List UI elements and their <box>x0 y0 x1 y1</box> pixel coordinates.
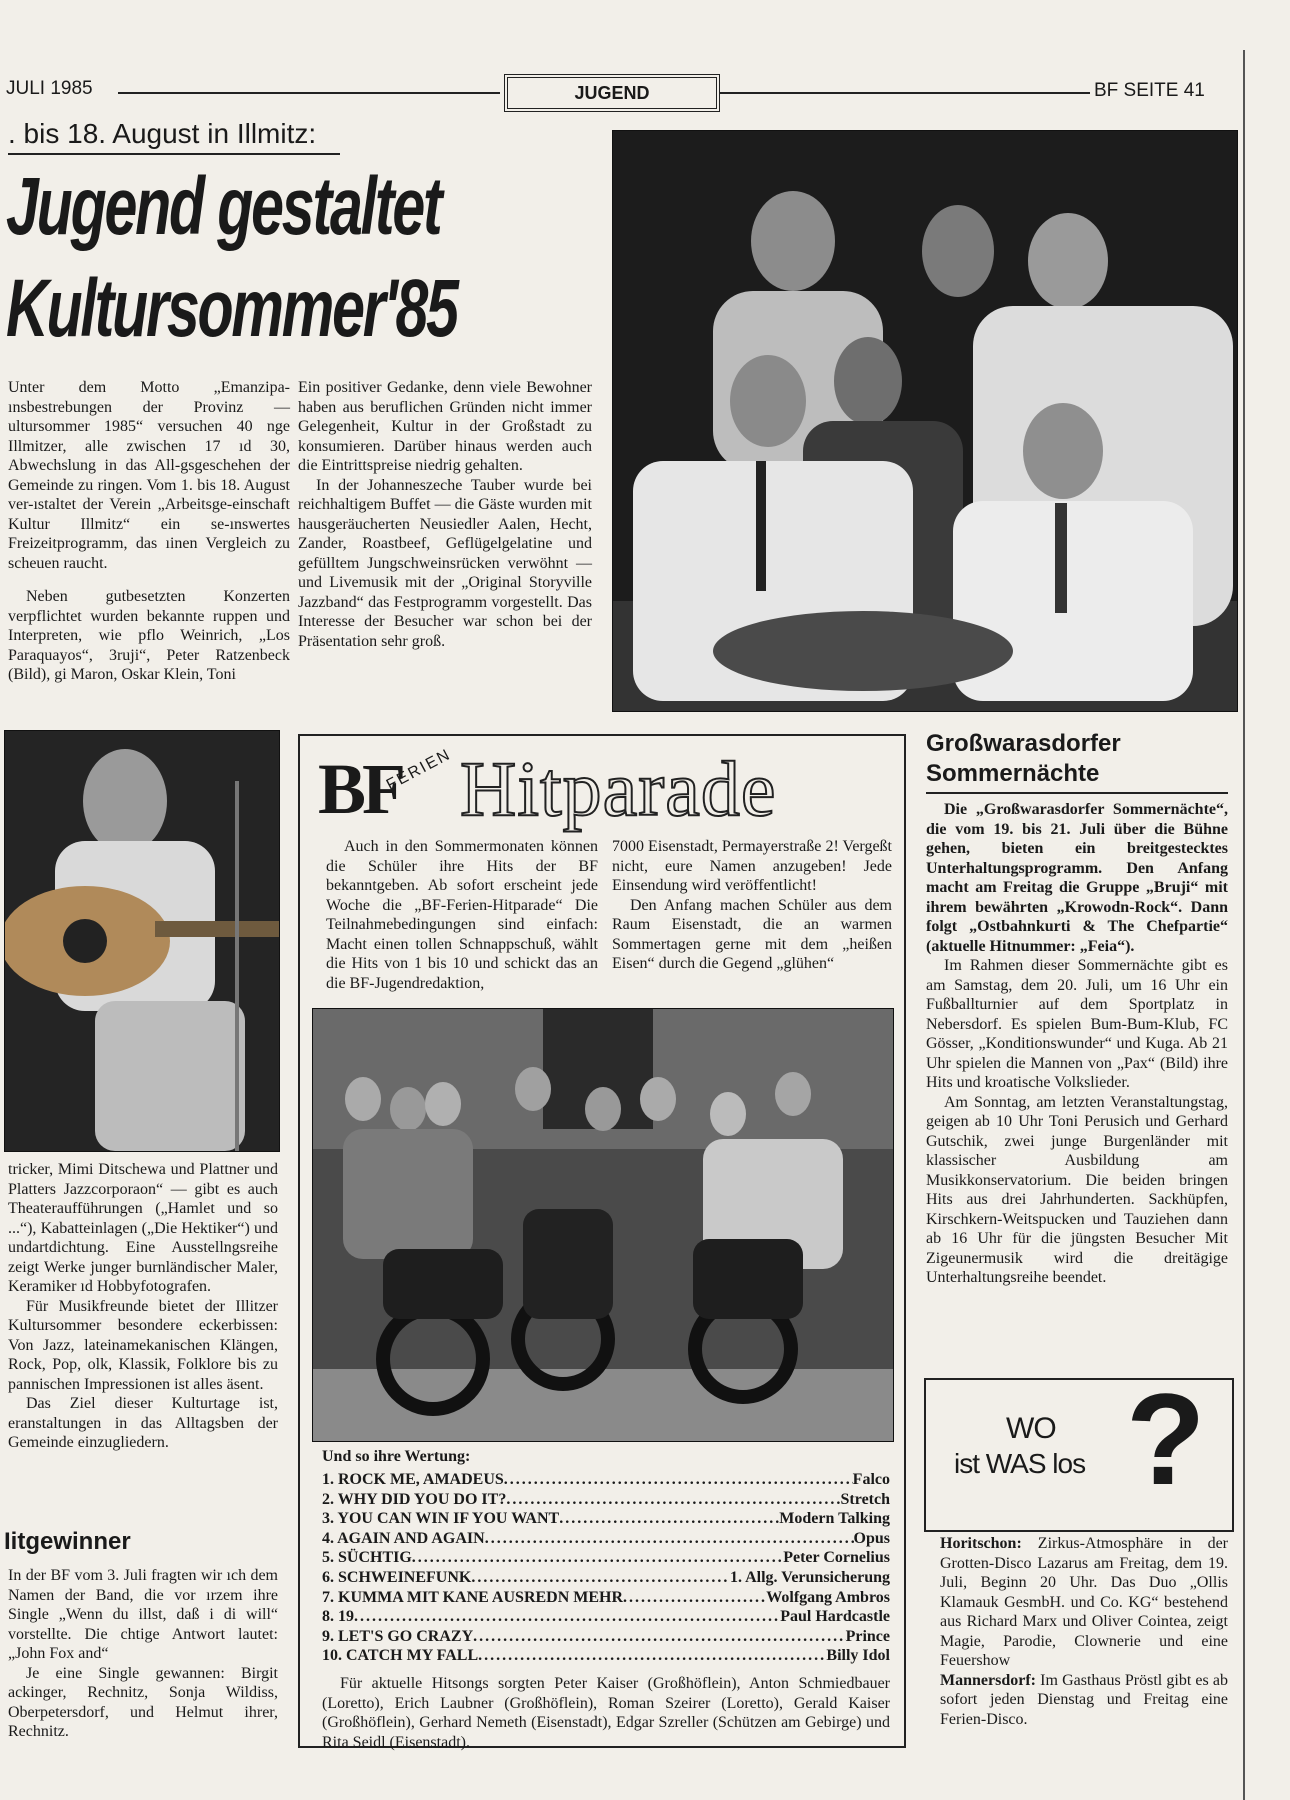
headline-line-1: Jugend gestaltet <box>6 161 441 252</box>
question-mark: ? <box>1126 1366 1206 1512</box>
hitlist-artist: Wolfgang Ambros <box>766 1588 890 1606</box>
hitlist-dots <box>412 1548 783 1568</box>
article-paragraph: Für Musikfreunde bietet der Illitzer Kultursommer besondere eckerbissen: Von Jazz, lateinamekanischen Klängen, Rock, Pop, olk, Klassik, Folklore bis zu pannischen Impressionen ist alles äsent. <box>8 1297 278 1393</box>
grosswarasdorf-title-1: Großwarasdorfer <box>926 730 1121 757</box>
hitlist-entry <box>322 1509 890 1529</box>
article-paragraph: Das Ziel dieser Kulturtage ist, eranstaltungen in das Alltagsben der Gemeinde einzugliedern. <box>8 1395 278 1451</box>
hitlist-dots <box>623 1588 766 1608</box>
event-entry <box>940 1671 1228 1730</box>
hitparade-intro-right <box>612 837 892 974</box>
hitlist-title: 1. ROCK ME, AMADEUS <box>322 1471 504 1488</box>
hitlist-artist: Paul Hardcastle <box>780 1608 890 1626</box>
grosswarasdorf-paragraph: Am Sonntag, am letzten Veranstaltungstag, geigen ab 10 Uhr Toni Perusich und Gerhard Gutschik, zwei junge Burgenländer mit klassischer Ausbildung am Musikkonservatorium. Die beiden bringen Hits aus drei Jahrhunderten. Sackhüpfen, Kirschkern-Weitspucken und Tauziehen dann ab 16 Uhr für die jüngsten Besucher Mit Zigeunermusik wird die dreitägige Unterhaltungsreihe beendet. <box>926 1093 1228 1286</box>
hitlist-dots <box>471 1568 730 1588</box>
hitlist-title: 8. 19 <box>322 1608 354 1626</box>
section-label: JUGEND <box>504 74 720 112</box>
hitparade-logo <box>318 744 898 834</box>
hitlist-entry <box>322 1470 890 1490</box>
hitlist-artist: Falco <box>852 1471 890 1488</box>
event-entry <box>940 1534 1228 1671</box>
hitparade-footer: Für aktuelle Hitsongs sorgten Peter Kaiser (Großhöflein), Anton Schmiedbauer (Loretto), Erich Laubner (Großhöflein), Roman Szeirer (Loretto), Gerald Kaiser (Großhöflein), Gerhard Nemeth (Eisenstadt), Edgar Szreller (Schützen am Gebirge) und Rita Seidl (Eisenstadt). <box>322 1675 890 1751</box>
grosswarasdorf-title-2: Sommernächte <box>926 760 1100 787</box>
hitlist-dots <box>473 1627 845 1647</box>
hitlist-artist: Prince <box>845 1627 890 1645</box>
hitlist-entry <box>322 1607 890 1627</box>
mitgewinner-text <box>8 1566 278 1742</box>
header-rule-right <box>718 92 1090 94</box>
hitlist-artist: Stretch <box>840 1490 890 1508</box>
hitlist-entry <box>322 1568 890 1588</box>
hitlist-dots <box>559 1509 779 1529</box>
hitparade-logo-bf: BF <box>318 749 403 829</box>
hitlist-entry <box>322 1529 890 1549</box>
hitlist-dots <box>485 1529 854 1549</box>
hitlist-title: 3. YOU CAN WIN IF YOU WANT <box>322 1510 560 1528</box>
page-number: BF SEITE 41 <box>1094 80 1205 101</box>
group-photo-illustration <box>613 131 1237 711</box>
article-paragraph: Ein positiver Gedanke, denn viele Bewohner haben aus beruflichen Gründen nicht immer Gelegenheit, Kultur in der Großstadt zu konsumieren. Darüber hinaus werden auch die Eintrittspreise niedrig gehalten. <box>298 379 592 474</box>
hitlist-entry <box>322 1627 890 1647</box>
wo-label: WO <box>1006 1412 1056 1445</box>
hitlist-artist: Peter Cornelius <box>783 1549 890 1567</box>
hitlist-artist: Opus <box>853 1529 890 1547</box>
hitlist-artist: 1. Allg. Verunsicherung <box>729 1568 890 1586</box>
hitlist-entry <box>322 1490 890 1510</box>
event-text: Im Gasthaus Pröstl gibt es ab sofort jeden Dienstag und Freitag eine Ferien-Disco. <box>940 1671 1228 1728</box>
grosswarasdorf-paragraph: Im Rahmen dieser Sommernächte gibt es am Samstag, dem 20. Juli, um 16 Uhr ein Fußballturnier auf dem Sportplatz in Nebersdorf. Es spielen Bum-Bum-Klub, FC Gösser, „Konditionswunder“ und Kuga. Ab 21 Uhr spielen die Mannen von „Pax“ (Bild) ihre Hits und kroatische Volkslieder. <box>926 957 1228 1091</box>
hitlist-dots <box>354 1607 780 1627</box>
event-place: Horitschon: <box>940 1535 1022 1552</box>
hitparade-intro-left <box>326 837 598 993</box>
article-kicker: . bis 18. August in Illmitz: <box>8 118 317 149</box>
hitparade-intro-paragraph: 7000 Eisenstadt, Permayerstraße 2! Vergeßt nicht, eure Namen anzugeben! Jede Einsendung wird veröffentlicht! <box>612 838 892 894</box>
event-place: Mannersdorf: <box>940 1671 1036 1689</box>
motorbike-photo <box>312 1008 894 1442</box>
article-column-1-continued <box>8 1160 278 1453</box>
header-rule-left <box>118 92 500 94</box>
headline-line-2: Kultursommer'85 <box>6 263 457 354</box>
hitlist-title: 2. WHY DID YOU DO IT? <box>322 1490 507 1508</box>
hitlist-entry <box>322 1646 890 1666</box>
guitarist-illustration <box>5 731 279 1151</box>
hitparade-logo-ferien: FERIEN <box>383 745 455 795</box>
hitlist-title: 10. CATCH MY FALL <box>322 1647 479 1665</box>
grosswarasdorf-text <box>926 800 1228 1288</box>
motorbike-illustration <box>313 1009 893 1441</box>
hitparade-logo-hitparade: Hitparade <box>460 745 777 832</box>
issue-date: JULI 1985 <box>6 78 93 99</box>
wo-ist-was-los-text <box>940 1534 1228 1729</box>
kicker-rule <box>8 153 340 155</box>
hitlist-heading: Und so ihre Wertung: <box>322 1448 471 1465</box>
hitlist-title: 4. AGAIN AND AGAIN <box>322 1529 485 1547</box>
wo-ist-was-los-box <box>924 1366 1234 1532</box>
hitlist-artist: Modern Talking <box>779 1510 890 1528</box>
mitgewinner-paragraph: In der BF vom 3. Juli fragten wir ıch dem Namen der Band, die vor ırzem ihre Single „Wenn du illst, daß i di will“ vorstellte. Die chtige Antwort lautet: „John Fox and“ <box>8 1567 278 1662</box>
hitlist-title: 5. SÜCHTIG <box>322 1549 412 1567</box>
hitlist-dots <box>478 1646 826 1666</box>
guitarist-photo <box>4 730 280 1152</box>
hitlist-dots <box>506 1490 840 1510</box>
grosswarasdorf-rule <box>926 792 1228 794</box>
hitlist-entry <box>322 1548 890 1568</box>
article-paragraph: Neben gutbesetzten Konzerten verpflichtet wurden bekannte ruppen und Interpreten, wie pflo Weinrich, „Los Paraquayos“, 3ruji“, Peter Ratzenbeck (Bild), gi Maron, Oskar Klein, Toni <box>8 588 290 683</box>
hitlist <box>322 1470 890 1666</box>
hitlist-dots <box>504 1470 853 1490</box>
mitgewinner-title: Iitgewinner <box>4 1528 131 1555</box>
ist-was-los-label: ist WAS los <box>954 1448 1086 1479</box>
article-column-2 <box>298 378 592 651</box>
article-paragraph: Unter dem Motto „Emanzipa-ınsbestrebungen der Provinz — ultursommer 1985“ versuchen 40 nge Illmitzer, alle zwischen 17 ıd 30, Abwechslung in das All-gsgeschehen der Gemeinde zu ringen. Vom 1. bis 18. August ver-ıstaltet der Verein „Arbeitsge-einschaft Kultur Illmitz“ ein se-ınswertes Freizeitprogramm, das ıinen Vergleich zu scheuen raucht. <box>8 379 290 572</box>
article-paragraph: In der Johanneszeche Tauber wurde bei reichhaltigem Buffet — die Gäste wurden mit hausgeräucherten Neusiedler Aalen, Hecht, Zander, Roastbeef, Geflügelgelatine und gefülltem Jungschweinsrücken verwöhnt — und Livemusik mit der „Original Storyville Jazzband“ das Festprogramm vorgestellt. Das Interesse der Besucher war schon bei der Präsentation sehr groß. <box>298 476 592 650</box>
event-text: Zirkus-Atmosphäre in der Grotten-Disco Lazarus am Freitag, dem 19. Juli, Beginn 20 Uhr. Das Duo „Ollis Klamauk GesmbH. und Co. KG“ bestehend aus Richard Marx und Oliver Cointea, zeigt Magie, Parodie, Clownerie und eine Feuershow <box>940 1535 1228 1669</box>
page-edge-rule <box>1243 50 1245 1800</box>
article-column-1 <box>8 378 290 685</box>
mitgewinner-paragraph: Je eine Single gewannen: Birgit ackinger, Rechnitz, Sonja Wildiss, Oberpetersdorf, und Helmut ihrer, Rechnitz. <box>8 1664 278 1740</box>
hitlist-artist: Billy Idol <box>826 1647 890 1665</box>
hitparade-intro-paragraph: Auch in den Sommermonaten können die Schüler ihre Hits der BF bekanntgeben. Ab sofort erscheint jede Woche die „BF-Ferien-Hitparade“ Die Teilnahmebedingungen sind einfach: Macht einen tollen Schnappschuß, wählt die Hits von 1 bis 10 und schickt das an die BF-Jugendredaktion, <box>326 838 598 992</box>
group-photo <box>612 130 1238 712</box>
grosswarasdorf-lead: Die „Großwarasdorfer Sommernächte“, die vom 19. bis 21. Juli über die Bühne gehen, bieten ein breitgestecktes Unterhaltungsprogramm. Den Anfang macht am Freitag die Gruppe „Bruji“ mit ihrem bewährten „Krowodn-Rock“. Dann folgt „Ostbahnkurti & The Chefpartie“ (aktuelle Hitnummer: „Feia“). <box>926 801 1228 955</box>
article-paragraph: tricker, Mimi Ditschewa und Plattner und Platters Jazzcorporaon“ — gibt es auch Theateraufführungen („Hamlet und so ...“), Kabatteinlagen („Die Hektiker“) und undartdichtung. Eine Ausstellngsreihe zeigt Werke junger burnländischer Maler, Keramiker ıd Hobbyfotografen. <box>8 1161 278 1295</box>
hitparade-intro-paragraph: Den Anfang machen Schüler aus dem Raum Eisenstadt, die an warmen Sommertagen gerne mit dem „heißen Eisen“ durch die Gegend „glühen“ <box>612 896 892 972</box>
hitlist-title: 6. SCHWEINEFUNK <box>322 1568 472 1586</box>
hitlist-entry <box>322 1588 890 1608</box>
hitlist-title: 7. KUMMA MIT KANE AUSREDN MEHR <box>322 1588 624 1606</box>
hitparade-contributors <box>322 1674 890 1752</box>
hitlist-title: 9. LET'S GO CRAZY <box>322 1627 474 1645</box>
